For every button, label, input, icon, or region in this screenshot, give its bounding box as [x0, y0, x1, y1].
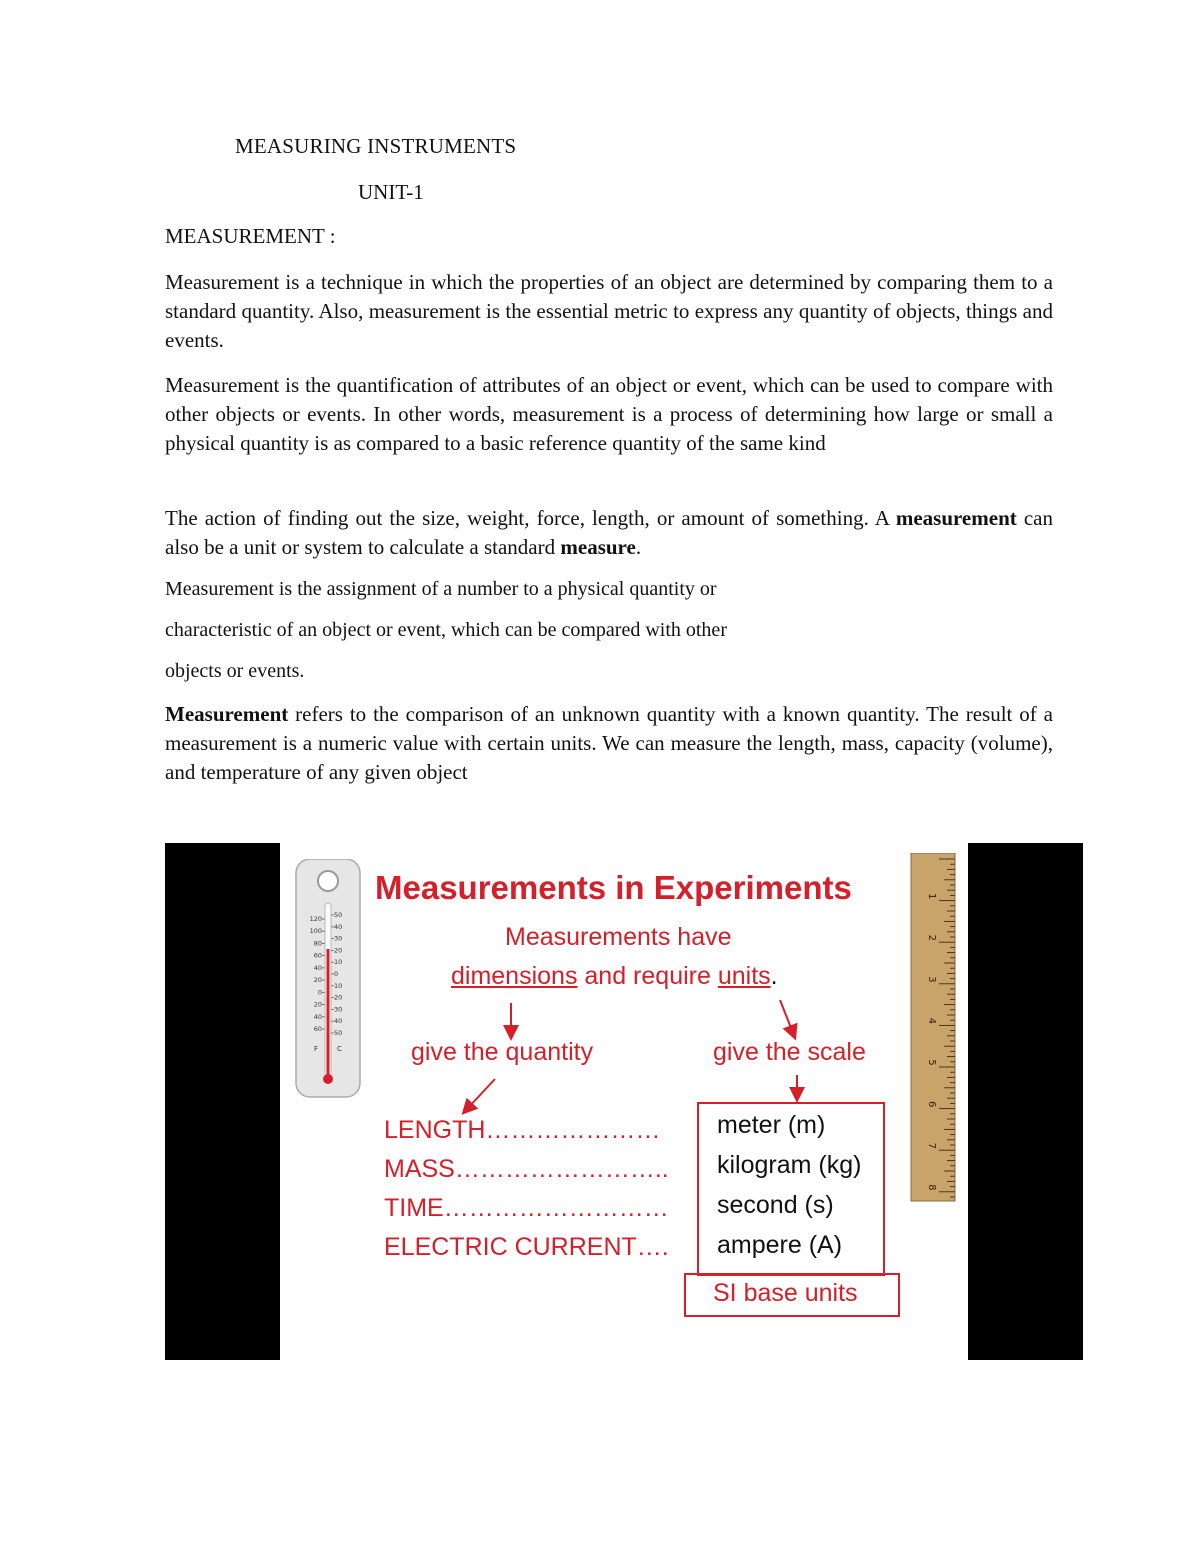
- thermometer-f-tick-label: 20: [313, 1000, 322, 1009]
- si-units-label: SI base units: [713, 1279, 858, 1307]
- dimensions-word: dimensions: [451, 962, 578, 990]
- subtitle-2-mid: and require: [577, 962, 718, 990]
- thermometer-f-tick-label: 100: [309, 927, 322, 936]
- quantity-time: TIME………………………: [384, 1194, 669, 1222]
- ruler-number: 8: [926, 1184, 937, 1191]
- paragraph-4-text: refers to the comparison of an unknown quantity with a known quantity. The result of a measurement is a numeric value with certain units. We can measure the length, mass, capacity (volume), and temperature of any given object: [165, 702, 1053, 784]
- thermometer-c-tick-label: 30: [334, 1005, 343, 1014]
- thermometer-f-label: F: [314, 1045, 319, 1053]
- paragraph-3-bold-measurement: measurement: [895, 506, 1017, 530]
- quantity-mass: MASS……………………..: [384, 1155, 669, 1183]
- paragraph-4-bold: Measurement: [165, 702, 289, 726]
- thermometer-f-tick-label: 40: [313, 963, 322, 972]
- definition-line-2: characteristic of an object or event, which can be compared with other: [165, 619, 727, 641]
- subtitle-2-end: .: [770, 962, 778, 990]
- thermometer-f-tick-label: 40: [313, 1012, 322, 1021]
- unit-label: UNIT-1: [358, 180, 424, 204]
- definition-line-1: Measurement is the assignment of a number to a physical quantity or: [165, 578, 717, 600]
- unit-second: second (s): [717, 1191, 834, 1219]
- ruler-number: 3: [926, 976, 937, 983]
- unit-meter: meter (m): [717, 1111, 826, 1139]
- unit-ampere: ampere (A): [717, 1231, 843, 1259]
- paragraph-3: [165, 504, 1053, 562]
- thermometer-f-tick-label: 60: [313, 1025, 322, 1033]
- give-scale-label: give the scale: [713, 1038, 866, 1066]
- ruler-number: 6: [926, 1101, 937, 1108]
- paragraph-3-bold-measure: measure: [560, 535, 636, 559]
- thermometer-c-tick-label: 30: [334, 934, 343, 943]
- thermometer-f-tick-label: 120: [309, 915, 322, 923]
- thermometer-c-tick-label: 40: [334, 922, 343, 931]
- figure-title: Measurements in Experiments: [375, 869, 852, 906]
- thermometer-c-tick-label: 10: [334, 958, 343, 967]
- arrow-quantity-icon: [467, 1079, 495, 1109]
- unit-kilogram: kilogram (kg): [717, 1151, 862, 1179]
- paragraph-3-text-c: can also be a unit or system to calculate a standard: [165, 506, 1053, 559]
- thermometer-c-tick-label: 0: [334, 970, 339, 978]
- quantity-length: LENGTH…………………: [384, 1116, 661, 1144]
- thermometer-f-tick-label: 20: [313, 976, 322, 985]
- thermometer-c-tick-label: 40: [334, 1017, 343, 1026]
- ruler-number: 7: [926, 1142, 937, 1149]
- paragraph-2: Measurement is the quantification of attributes of an object or event, which can be used to compare with other objects or events. In other words, measurement is a process of determining how large or small a physical quantity is as compared to a basic reference quantity of the same kind: [165, 373, 1053, 455]
- thermometer-f-tick-label: 0: [317, 988, 322, 997]
- thermometer-c-tick-label: 20: [334, 946, 343, 955]
- thermometer-c-tick-label: 50: [334, 911, 343, 919]
- paragraph-1: Measurement is a technique in which the properties of an object are determined by comparing them to a standard quantity. Also, measurement is the essential metric to express any quantity of objects, things and events.: [165, 270, 1053, 352]
- arrow-icons: [165, 843, 1083, 1360]
- arrow-units-icon: [780, 1000, 793, 1033]
- section-heading: MEASUREMENT :: [165, 224, 336, 248]
- paragraph-3-text-e: .: [635, 535, 642, 559]
- figure-subtitle-1: Measurements have: [505, 923, 732, 951]
- ruler-number: 1: [926, 893, 937, 900]
- ruler-number: 2: [926, 934, 937, 941]
- ruler-number: 5: [926, 1059, 937, 1066]
- measurements-figure: [165, 843, 1083, 1360]
- thermometer-c-tick-label: 20: [334, 993, 343, 1002]
- thermometer-c-label: C: [337, 1045, 342, 1053]
- paragraph-4: [165, 700, 1053, 787]
- thermometer-f-tick-label: 80: [313, 939, 322, 948]
- paragraph-3-text-a: The action of finding out the size, weight, force, length, or amount of something. A: [165, 506, 896, 530]
- thermometer-c-tick-label: 10: [334, 981, 343, 990]
- thermometer-c-tick-label: 50: [334, 1029, 343, 1037]
- ruler-number: 4: [926, 1017, 937, 1025]
- give-quantity-label: give the quantity: [411, 1038, 594, 1066]
- document-title: MEASURING INSTRUMENTS: [235, 134, 517, 158]
- definition-line-3: objects or events.: [165, 660, 305, 682]
- thermometer-f-tick-label: 60: [313, 951, 322, 960]
- quantity-electric-current: ELECTRIC CURRENT….: [384, 1233, 669, 1261]
- units-word: units: [717, 962, 771, 990]
